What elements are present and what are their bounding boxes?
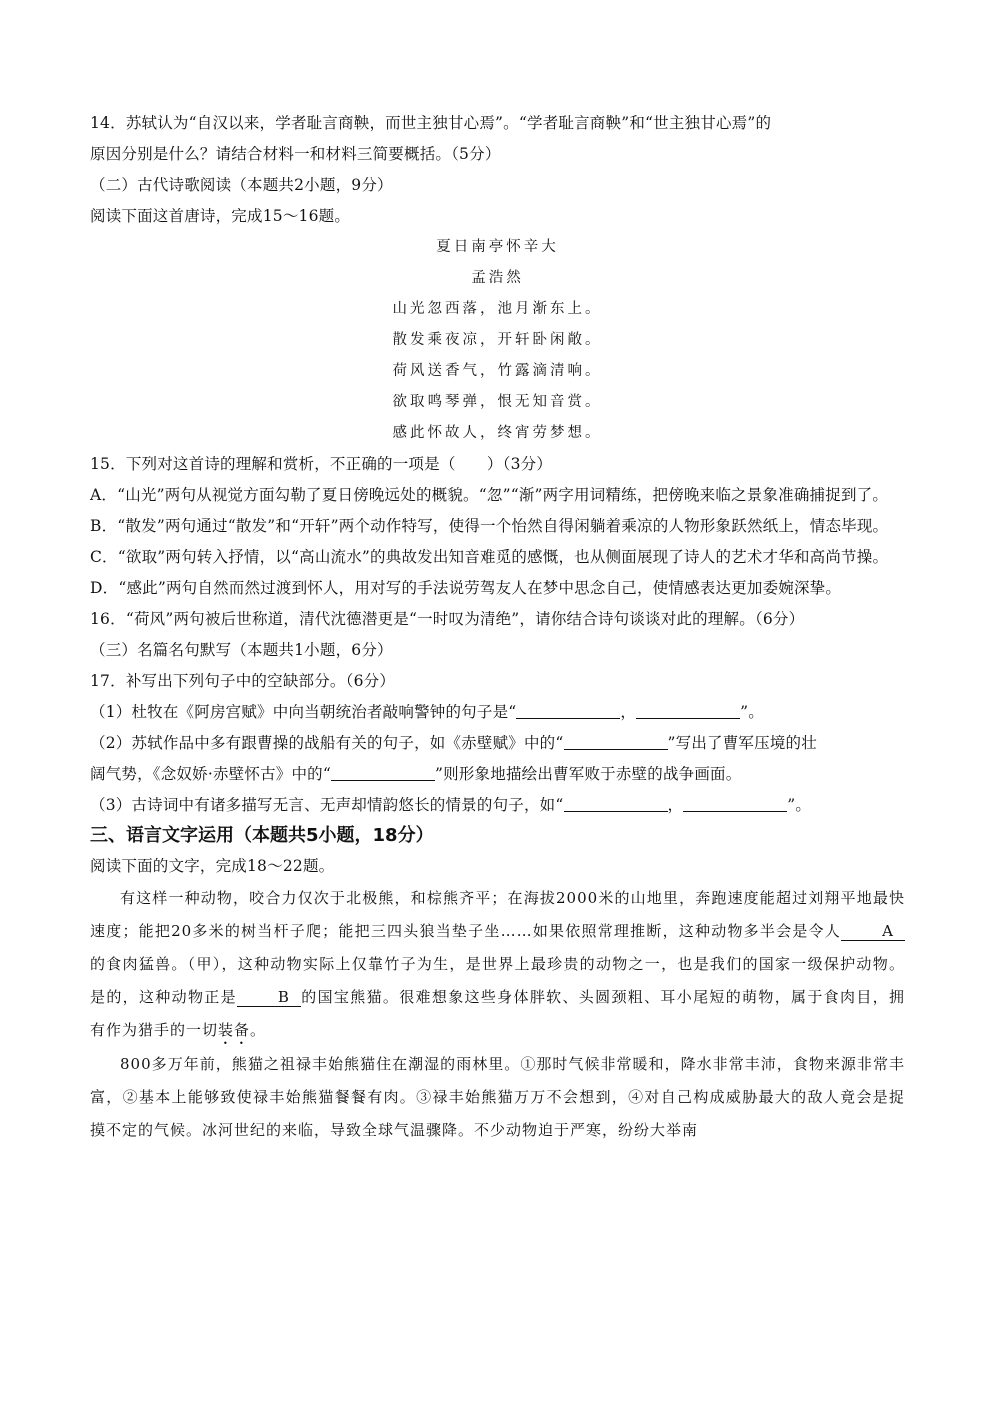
poem-line: 山光忽西落，池月渐东上。: [392, 301, 603, 317]
poem-block: [90, 232, 905, 449]
question-14-line-1: 14．苏轼认为“自汉以来，学者耻言商鞅，而世主独甘心焉”。“学者耻言商鞅”和“世主独甘心焉”的: [90, 114, 772, 132]
answer-blank: [564, 795, 668, 812]
poem-line: 欲取鸣琴弹，恨无知音赏。: [392, 394, 603, 410]
poem-line: 感此怀故人，终宵劳梦想。: [392, 425, 603, 441]
question-15-stem: 15．下列对这首诗的理解和赏析，不正确的一项是（ ）（3分）: [90, 455, 553, 473]
answer-blank: [516, 702, 620, 719]
question-17-item-2-line-2: [90, 759, 905, 790]
item-1-end: ”。: [740, 703, 764, 721]
item-2-text: （2）苏轼作品中多有跟曹操的战船有关的句子，如《赤壁赋》中的“: [90, 734, 564, 752]
passage-paragraph-2: 800多万年前，熊猫之祖禄丰始熊猫住在潮湿的雨林里。①那时气候非常暖和，降水非常丰沛，食物来源非常丰富，②基本上能够致使禄丰始熊猫餐餐有肉。③禄丰始熊猫万万不会想到，④对自己构成威胁最大的敌人竟会是捉摸不定的气候。冰河世纪的来临，导致全球气温骤降。不少动物迫于严寒，纷纷大举南: [90, 1055, 905, 1139]
answer-blank: [331, 764, 435, 781]
blank-a: A: [841, 922, 905, 941]
item-3-text: （3）古诗词中有诸多描写无言、无声却情韵悠长的情景的句子，如“: [90, 796, 564, 814]
blank-b: B: [237, 988, 301, 1007]
question-15-option-b: B．“散发”两句通过“散发”和“开轩”两个动作特写，使得一个怡然自得闲躺着乘凉的人物形象跃然纸上，情态毕现。: [90, 517, 889, 535]
passage-paragraph-1: [90, 882, 905, 1048]
item-2-text-d: ”则形象地描绘出曹军败于赤壁的战争画面。: [435, 765, 742, 783]
item-1-separator: ，: [620, 703, 637, 721]
question-15-option-a: A．“山光”两句从视觉方面勾勒了夏日傍晚远处的概貌。“忽”“渐”两字用词精练，把傍晚来临之景象准确捕捉到了。: [90, 486, 889, 504]
poem-line: 荷风送香气，竹露滴清响。: [392, 363, 603, 379]
answer-blank: [683, 795, 787, 812]
section-mingju-heading: （三）名篇名句默写（本题共1小题，6分）: [90, 641, 393, 659]
section-language-heading: 三、语言文字运用（本题共5小题，18分）: [90, 825, 434, 846]
question-17-stem: 17．补写出下列句子中的空缺部分。（6分）: [90, 672, 396, 690]
question-15-option-d: D．“感此”两句自然而然过渡到怀人，用对写的手法说劳驾友人在梦中思念自己，使情感表达更加委婉深挚。: [90, 579, 842, 597]
question-17-item-2-line-1: [90, 728, 905, 759]
item-2-text-c: 阔气势，《念奴娇·赤壁怀古》中的“: [90, 765, 332, 783]
question-15-option-c: C．“欲取”两句转入抒情，以“高山流水”的典故发出知音难觅的感慨，也从侧面展现了诗人的艺术才华和高尚节操。: [90, 548, 889, 566]
item-3-end: ”。: [787, 796, 812, 814]
section-poetry-heading: （二）古代诗歌阅读（本题共2小题，9分）: [90, 176, 393, 194]
question-17-item-3: [90, 790, 905, 821]
poem-title: 夏日南亭怀辛大: [436, 239, 559, 255]
passage-text: 。: [250, 1021, 267, 1039]
language-instructions: 阅读下面的文字，完成18～22题。: [90, 857, 335, 875]
question-17-item-1: [90, 697, 905, 728]
item-2-text-b: ”写出了曹军压境的壮: [667, 734, 817, 752]
question-16: 16．“荷风”两句被后世称道，清代沈德潜更是“一时叹为清绝”，请你结合诗句谈谈对此的理解。（6分）: [90, 610, 805, 628]
dotted-word: 装备: [218, 1021, 251, 1039]
poem-line: 散发乘夜凉，开轩卧闲敞。: [392, 332, 603, 348]
answer-blank: [564, 733, 668, 750]
passage-text: 的食肉猛兽。（甲），这种动物实际上仅靠竹子为生，是世界上最珍贵的动物之一，也是我们的国家一级保护动物。是的，这种动物正是: [90, 955, 905, 1006]
poetry-instructions: 阅读下面这首唐诗，完成15～16题。: [90, 207, 351, 225]
item-1-text: （1）杜牧在《阿房宫赋》中向当朝统治者敲响警钟的句子是“: [90, 703, 517, 721]
passage-text: 有这样一种动物，咬合力仅次于北极熊，和棕熊齐平；在海拔2000米的山地里，奔跑速度能超过刘翔平地最快速度；能把20多米的树当杆子爬；能把三四头狼当垫子坐……如果依照常理推断，这种动物多半会是令人: [90, 889, 905, 940]
poem-author: 孟浩然: [471, 270, 524, 286]
passage-text: 的国宝熊猫。很难想象这些身体胖软、头圆颈粗、耳小尾短的萌物，属于食肉目，拥有作为猎手的一切: [90, 988, 905, 1039]
question-14-line-2: 原因分别是什么？请结合材料一和材料三简要概括。（5分）: [90, 145, 501, 163]
answer-blank: [636, 702, 740, 719]
exam-page: [90, 108, 905, 1147]
item-3-separator: ，: [667, 796, 684, 814]
